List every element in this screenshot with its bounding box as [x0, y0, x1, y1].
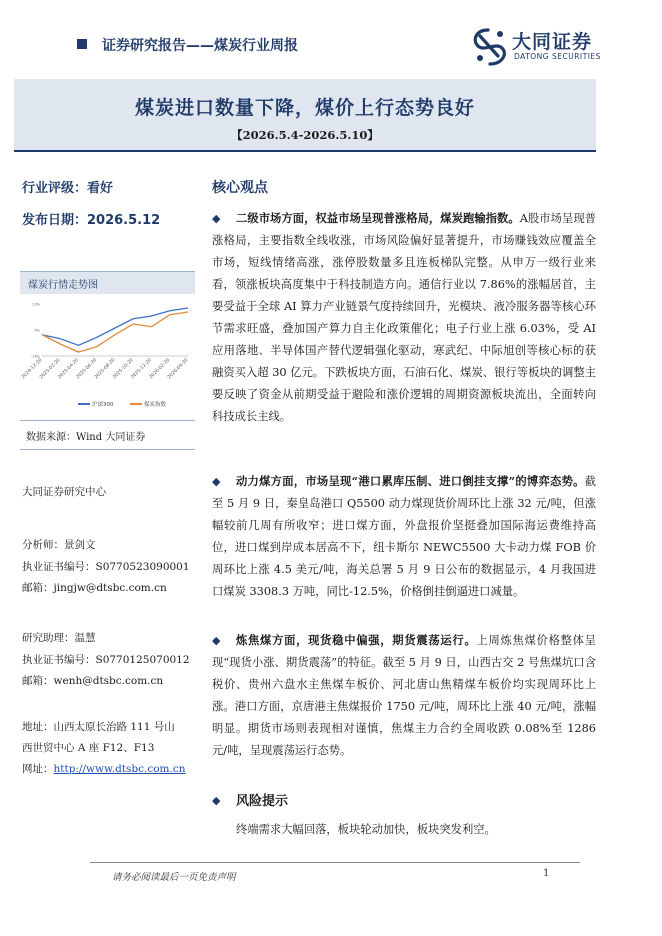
x-tick-label: 2025-08-20: [93, 357, 117, 381]
assistant-name: 研究助理：温慧: [22, 632, 96, 644]
footer-divider: [90, 862, 580, 863]
website-row: [22, 761, 186, 776]
x-tick-label: 2026-02-20: [148, 357, 172, 381]
x-tick-label: 2025-12-20: [130, 357, 153, 381]
trend-line-chart: [20, 298, 195, 418]
analyst-email[interactable]: 邮箱：jingjw@dtsbc.com.cn: [22, 582, 167, 594]
x-tick-label: 2025-02-20: [39, 357, 62, 381]
trend-chart-header: [20, 272, 195, 294]
x-tick-label: 2025-10-20: [112, 357, 135, 381]
risk-body: 终端需求大幅回落，板块轮动加快，板块突发利空。: [236, 823, 496, 836]
y-tick-label: -16%: [30, 354, 40, 359]
logo-name-en: DATONG SECURITIES: [514, 52, 601, 61]
disclaimer-note[interactable]: 请务必阅读最后一页免责声明: [112, 872, 236, 883]
paragraph-text: [212, 207, 596, 428]
y-tick-label: 4%: [34, 328, 40, 333]
x-tick-label: 2025-04-20: [57, 357, 80, 381]
paragraph-text: [212, 470, 596, 603]
paragraph-lead: 动力煤方面，市场呈现“港口累库压制、进口倒挂支撑”的博弈态势。: [236, 474, 585, 488]
core-paragraph-coking-coal: [212, 629, 596, 762]
core-view-title: 核心观点: [212, 180, 268, 196]
header-square-mark: [77, 39, 87, 49]
data-source: 数据来源：Wind 大同证券: [26, 432, 146, 443]
series-line-0: [42, 308, 188, 345]
analyst-cert: 执业证书编号：S0770523090001: [22, 561, 190, 573]
source-divider: [20, 449, 195, 450]
legend-label: 沪深300: [92, 402, 114, 408]
x-tick-label: 2026-04-20: [166, 357, 190, 381]
y-tick-label: 23%: [32, 302, 40, 307]
diamond-bullet-icon: ◆: [212, 475, 221, 488]
banner-divider: [14, 150, 596, 152]
core-paragraph-thermal-coal: [212, 470, 596, 603]
diamond-bullet-icon: ◆: [212, 212, 221, 225]
x-tick-label: 2024-12-20: [20, 357, 44, 381]
website-link[interactable]: http://www.dtsbc.com.cn: [53, 763, 186, 775]
address-line-2: 西世贸中心 A 座 F12、F13: [22, 742, 155, 754]
paragraph-lead: 炼焦煤方面，现货稳中偏强，期货震荡运行。: [236, 633, 477, 647]
assistant-email[interactable]: 邮箱：wenh@dtsbc.com.cn: [22, 675, 164, 687]
report-breadcrumb: 证券研究报告——煤炭行业周报: [102, 38, 298, 54]
website-label: 网址：: [22, 763, 54, 775]
report-date-range: 【2026.5.4-2026.5.10】: [231, 128, 379, 142]
x-tick-label: 2025-06-20: [75, 357, 99, 381]
report-title: 煤炭进口数量下降，煤价上行态势良好: [134, 97, 475, 119]
assistant-cert: 执业证书编号：S0770125070012: [22, 654, 190, 666]
research-institute: 大同证券研究中心: [22, 486, 106, 498]
paragraph-body: 截至 5 月 9 日，秦皇岛港口 Q5500 动力煤现货价周环比上涨 32 元/吨，但涨幅较前几周有所收窄；进口煤方面，外盘报价坚挺叠加国际海运费维持高位，进口煤到岸成本居高不下，纽卡斯尔 NEWC5500 大卡动力煤 FOB 价周环比上涨 4.5 美元/吨，海关总署 5 月 9 日公布的数据显示，4 月我国进口煤炭 3308.3 万吨，同比-12.5%，价格倒挂倒逼进口减量。: [212, 475, 596, 598]
address-line-1: 地址：山西太原长治路 111 号山: [22, 721, 175, 733]
series-line-1: [42, 312, 188, 352]
trend-chart-title: 煤炭行情走势图: [28, 280, 98, 291]
paragraph-lead: 二级市场方面，权益市场呈现普涨格局，煤炭跑输指数。: [236, 211, 520, 225]
paragraph-body: A股市场呈现普涨格局，主要指数全线收涨，市场风险偏好显著提升，市场赚钱效应覆盖全市场，短线情绪高涨，涨停股数量多且连板梯队完整。从申万一级行业来看，领涨板块高度集中于科技制造方向。通信行业以 7.86%的涨幅居首，主要受益于全球 AI 算力产业链景气度持续回升，光模块、液冷服务器等核心环节需求旺盛，叠加国产算力自主化政策催化；电子行业上涨 6.03%，受 AI 应用落地、半导体国产替代逻辑强化驱动，寒武纪、中际旭创等核心标的获融资买入超 30 亿元。下跌板块方面，石油石化、煤炭、银行等板块的调整主要反映了资金从前期受益于避险和涨价逻辑的周期资源板块流出，全面转向科技成长主线。: [212, 212, 596, 423]
core-paragraph-market: [212, 207, 596, 428]
title-banner: [14, 79, 596, 150]
logo-name-cn: 大同证券: [512, 31, 593, 53]
diamond-bullet-icon: ◆: [212, 634, 221, 647]
trend-chart-panel: [20, 271, 195, 421]
paragraph-body: 上周炼焦煤价格整体呈现“现货小涨、期货震荡”的特征。截至 5 月 9 日，山西古交 2 号焦煤坑口含税价、贵州六盘水主焦煤车板价、河北唐山焦精煤车板价均实现周环比上涨。港口方面，京唐港主焦煤报价 1750 元/吨，周环比上涨 40 元/吨，涨幅明显。期货市场则表现相对谨慎，焦煤主力合约全周收跌 0.08%至 1286 元/吨，呈现震荡运行态势。: [212, 634, 596, 757]
risk-title: 风险提示: [236, 794, 289, 809]
publish-date: 发布日期：2026.5.12: [22, 213, 161, 228]
paragraph-text: [212, 629, 596, 762]
analyst-name: 分析师：景剑文: [22, 539, 96, 551]
industry-rating: 行业评级：看好: [22, 181, 114, 196]
diamond-bullet-icon: ◆: [212, 794, 221, 807]
page-number: 1: [543, 868, 550, 879]
legend-label: 煤炭指数: [144, 402, 167, 408]
